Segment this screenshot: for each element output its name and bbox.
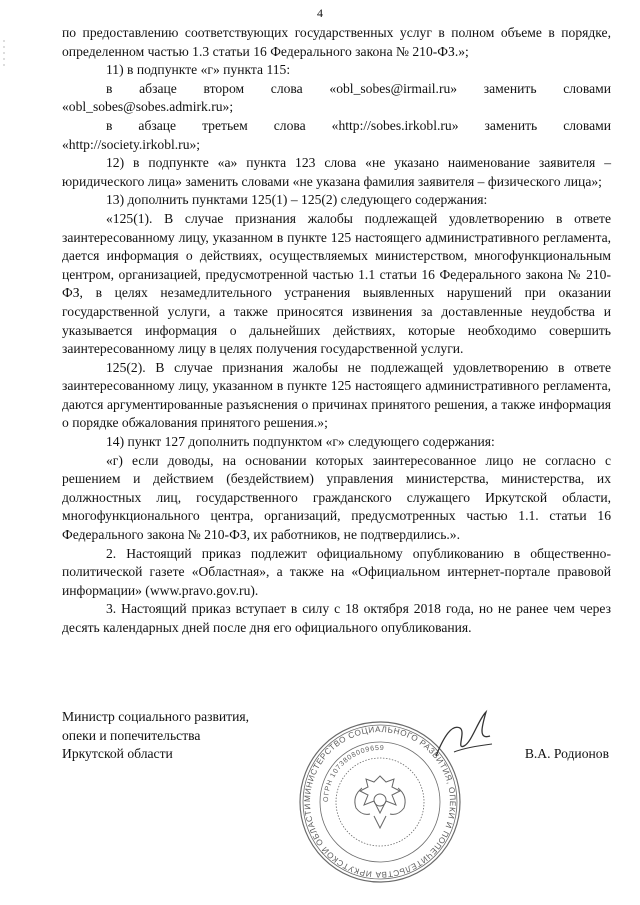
paragraph-publication: 2. Настоящий приказ подлежит официальному опубликованию в общественно-политической газете «Областная», а также на «Официальном интернет-портале правовой информации» (www.pravo.gov.ru). xyxy=(62,545,611,598)
paragraph-item-12: 12) в подпункте «а» пункта 123 слова «не указано наименование заявителя – юридического лица» заменить словами «не указана фамилия заявителя – физического лица»; xyxy=(62,155,611,189)
seal-outer-text: МИНИСТЕРСТВО СОЦИАЛЬНОГО РАЗВИТИЯ, ОПЕКИ И ПОПЕЧИТЕЛЬСТВА ИРКУТСКОЙ ОБЛАСТИ xyxy=(302,724,458,880)
paragraph-item-14: 14) пункт 127 дополнить подпунктом «г» следующего содержания: xyxy=(106,434,495,450)
document-body xyxy=(62,24,611,638)
page-number: 4 xyxy=(317,6,323,20)
position-line: Министр социального развития, xyxy=(62,709,250,724)
paragraph-125-1: «125(1). В случае признания жалобы подлежащей удовлетворению в ответе заинтересованному лицу, указанном в пункте 125 настоящего административного регламента, дается информация о действиях, осуществляемых министерством, многофункциональным центром, организацией, предусмотренной частью 1.1 статьи 16 Федерального закона № 210-ФЗ, в целях незамедлительного устранения выявленных нарушений при оказании государственной услуги, а также приносятся извинения за доставленные неудобства и указывается информация о дальнейших действиях, которые необходимо совершить заинтересованному лицу в целях получения государственной услуги. xyxy=(62,210,611,357)
paragraph-item-11: 11) в подпункте «г» пункта 115: xyxy=(106,62,291,78)
paragraph-subitem-g: «г) если доводы, на основании которых заинтересованное лицо не согласно с решением и действием (бездействием) управления министерства, министерства, их должностных лиц, государственного гражданского служащего Иркутской области, многофункционального центра, организаций, предусмотренных частью 1.1. статьи 16 Федерального закона № 210-ФЗ, их работников, не подтвердились.». xyxy=(62,452,611,543)
paragraph-effective-date: 3. Настоящий приказ вступает в силу с 18 октября 2018 года, но не ранее чем через десять календарных дней после дня его официального опубликования. xyxy=(62,601,611,635)
coat-of-arms-emblem xyxy=(355,776,405,828)
paragraph-125-2: 125(2). В случае признания жалобы не подлежащей удовлетворению в ответе заинтересованному лицу, указанном в пункте 125 настоящего административного регламента, даются аргументированные разъяснения о причинах принятого решения, а также информация о порядке обжалования принятого решения.»; xyxy=(62,359,611,431)
signature-block xyxy=(62,708,611,764)
position-line: опеки и попечительства xyxy=(62,727,201,743)
margin-scan-mark xyxy=(3,40,6,70)
seal-inner-text: ОГРН 1073808009659 xyxy=(322,744,385,803)
paragraph-item-13: 13) дополнить пунктами 125(1) – 125(2) следующего содержания: xyxy=(106,192,488,208)
position-line: Иркутской области xyxy=(62,746,173,762)
paragraph-email-change: в абзаце втором слова «obl_sobes@irmail.ru» заменить словами «obl_sobes@sobes.admirk.ru»; xyxy=(62,80,611,115)
signatory-name: В.А. Родионов xyxy=(524,746,609,761)
paragraph-continuation: по предоставлению соответствующих государственных услуг в полном объеме в порядке, определенном частью 1.3 статьи 16 Федерального закона № 210-ФЗ.»; xyxy=(62,25,611,59)
paragraph-site-change: в абзаце третьем слова «http://sobes.irkobl.ru» заменить словами «http://society.irkobl.ru»; xyxy=(62,117,611,152)
